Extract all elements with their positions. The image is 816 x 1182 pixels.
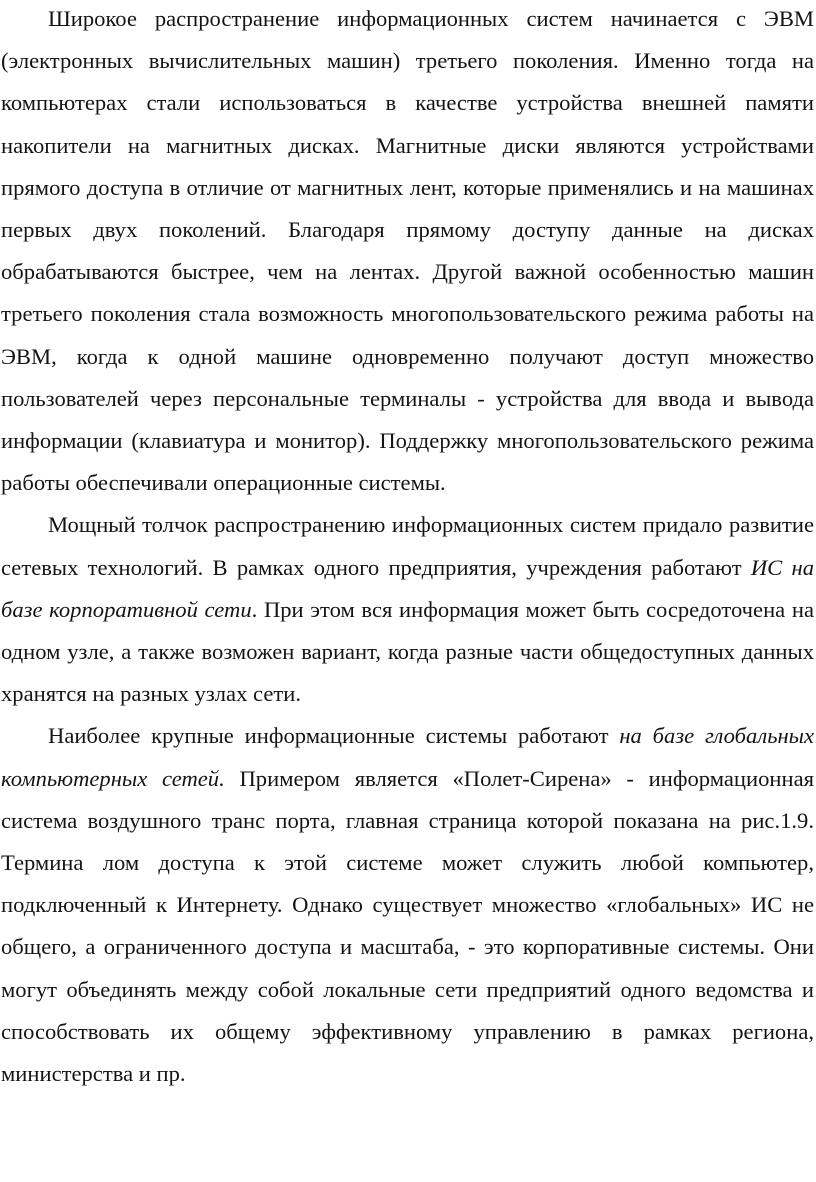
- paragraph-1: [1, 0, 814, 504]
- paragraph-2-text-end: . При этом вся информация может быть сосредоточена на одном узле, а также возможен вариант, когда разные части общедоступных данных хранятся на разных узлах сети.: [1, 596, 814, 707]
- paragraph-1-text: Широкое распространение информационных систем начинается с ЭВМ (электронных вычислительных машин) третьего поколения. Именно тогда на компьютерах стали использоваться в качестве устройства внешней памяти накопители на магнитных дисках. Магнитные диски являются устройствами прямого доступа в отличие от магнитных лент, которые применялись и на машинах первых двух поколений. Благодаря прямому доступу данные на дисках обрабатываются быстрее, чем на лентах. Другой важной особенностью машин третьего поколения стала возможность многопользовательского режима работы на ЭВМ, когда к одной машине одновременно получают доступ множество пользователей через персональные терминалы - устройства для ввода и вывода информации (клавиатура и монитор). Поддержку многопользовательского режима работы обеспечивали операционные системы.: [1, 6, 814, 496]
- paragraph-2-text-start: Мощный толчок распространению информационных систем придало развитие сетевых технологий. В рамках одного предприятия, учреждения работают: [1, 512, 814, 580]
- paragraph-3-text-end: Примером является «Полет-Сирена» - информационная система воздушного транс порта, главная страница которой показана на рис.1.9. Термина лом доступа к этой системе может служить любой компьютер, подключенный к Интернету. Однако существует множество «глобальных» ИС не общего, а ограниченного доступа и масштаба, - это корпоративные системы. Они могут объединять между собой локальные сети предприятий одного ведомства и способствовать их общему эффективному управлению в рамках региона, министерства и пр.: [1, 765, 815, 1087]
- paragraph-3-text-start: Наиболее крупные информационные системы работают: [48, 723, 620, 749]
- paragraph-2-italic-term: ИС на базе корпоративной сети: [1, 554, 815, 622]
- paragraph-3-italic-term: на базе глобальных компьютерных сетей.: [1, 723, 815, 791]
- paragraph-3: [1, 715, 814, 1095]
- paragraph-2: [1, 504, 814, 715]
